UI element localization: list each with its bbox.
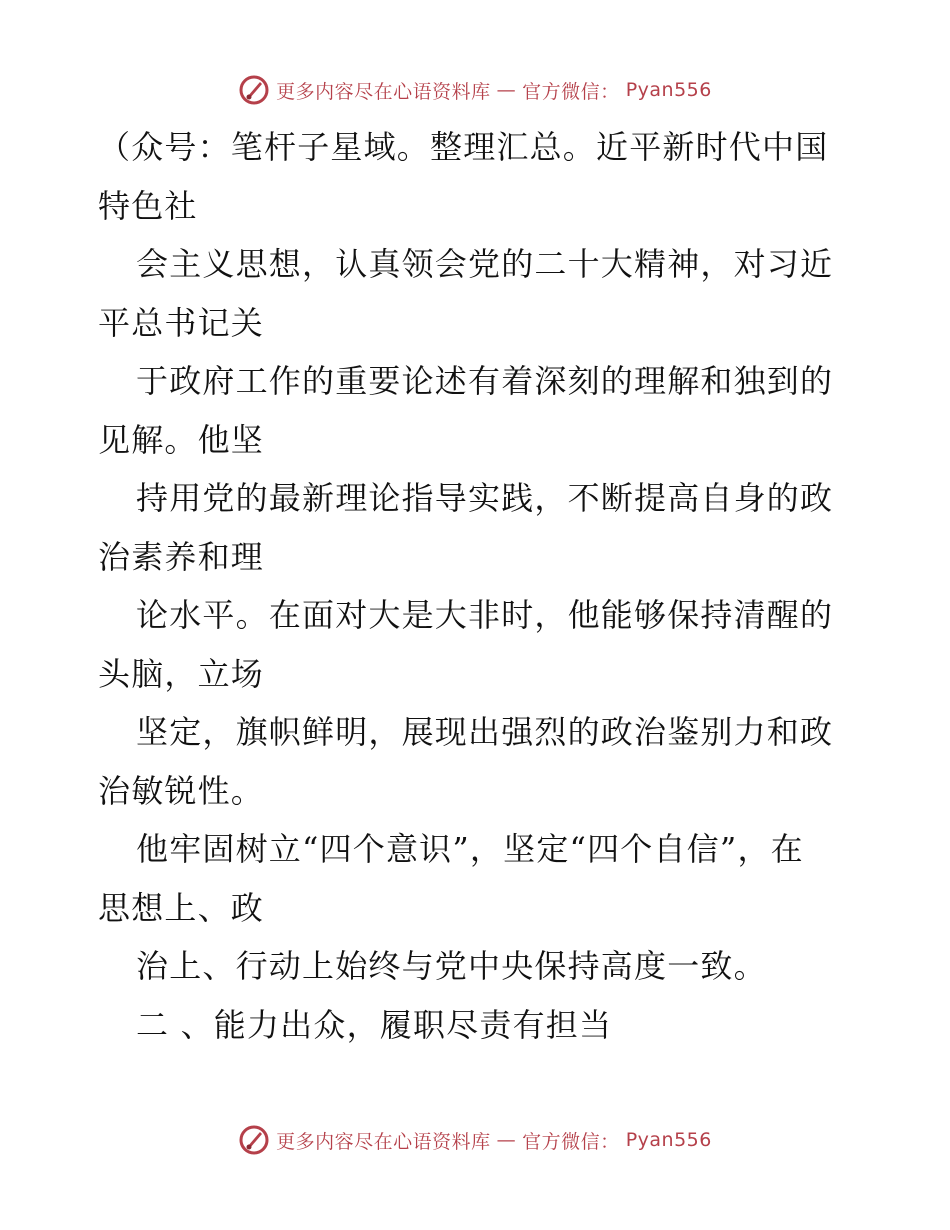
text-line: 平总书记关 bbox=[98, 303, 265, 342]
text-line: 会主义思想，认真领会党的二十大精神，对习近 bbox=[136, 245, 834, 283]
banner-separator: — bbox=[496, 79, 517, 101]
banner-wechat-label: 官方微信： bbox=[522, 1130, 620, 1153]
text-line: 治素养和理 bbox=[98, 537, 265, 576]
footer-banner bbox=[0, 1120, 950, 1160]
quill-logo-icon bbox=[238, 74, 270, 106]
text-line: 思想上、政 bbox=[98, 888, 265, 927]
text-line: 治敏锐性。 bbox=[98, 771, 265, 810]
text-line: 他牢固树立“四个意识”，坚定“四个自信”，在 bbox=[136, 830, 804, 868]
text-line: 见解。他坚 bbox=[98, 420, 265, 459]
text-line: 治上、行动上始终与党中央保持高度一致。 bbox=[136, 947, 767, 985]
text-line: （众号：笔杆子星域。整理汇总。近平新时代中国 bbox=[98, 128, 829, 166]
quill-logo-icon bbox=[238, 1124, 270, 1156]
text-line: 论水平。在面对大是大非时，他能够保持清醒的 bbox=[136, 596, 834, 634]
document-body bbox=[98, 118, 858, 1054]
text-line: 于政府工作的重要论述有着深刻的理解和独到的 bbox=[136, 362, 834, 400]
banner-text: 更多内容尽在心语资料库 bbox=[276, 1130, 491, 1153]
banner-wechat-id: Pyan556 bbox=[625, 1129, 712, 1151]
banner-separator: — bbox=[496, 1129, 517, 1151]
text-line: 头脑，立场 bbox=[98, 654, 265, 693]
text-line: 坚定，旗帜鲜明，展现出强烈的政治鉴别力和政 bbox=[136, 713, 834, 751]
text-line: 特色社 bbox=[98, 186, 198, 225]
header-banner bbox=[0, 70, 950, 110]
banner-wechat-label: 官方微信： bbox=[522, 80, 620, 103]
text-line: 持用党的最新理论指导实践，不断提高自身的政 bbox=[136, 479, 834, 517]
section-heading: 二 、能力出众，履职尽责有担当 bbox=[136, 1005, 613, 1044]
banner-text: 更多内容尽在心语资料库 bbox=[276, 80, 491, 103]
banner-wechat-id: Pyan556 bbox=[625, 79, 712, 101]
